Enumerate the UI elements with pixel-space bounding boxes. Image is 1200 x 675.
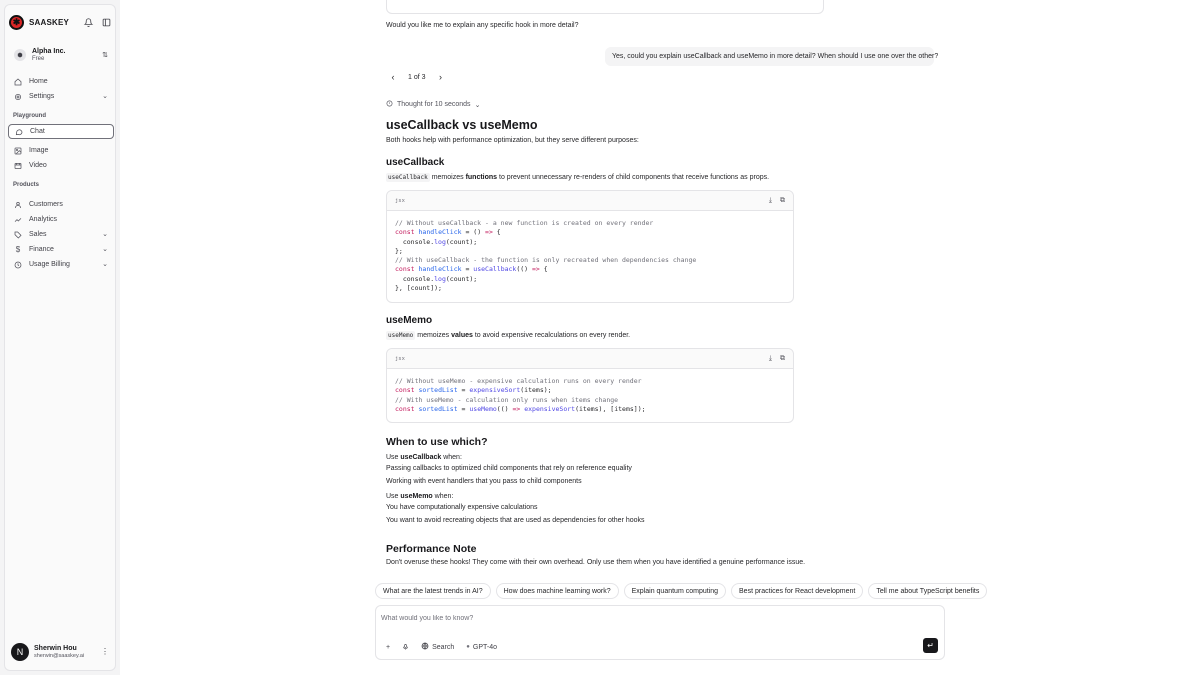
code-block-header [387,349,793,369]
sidebar-item-image[interactable] [8,143,114,158]
desc-text: memoizes [431,174,464,181]
response-pager [388,72,446,82]
chevron-down-icon: ⌄ [102,261,108,268]
sidebar-item-finance[interactable] [8,242,114,257]
sidebar-item-label: Analytics [29,216,58,223]
code-content: // Without useCallback - a new function is created on every render const handleClick = () => { console.log(count); }; // With useCallback - the function is only recreated when dependencies change const handleClick = useCallback(() => { console.log(count); }, [count]); [395,219,697,293]
user-name: Sherwin Hou [34,645,77,652]
use-word: Use [386,454,399,461]
user-profile[interactable] [9,640,113,664]
performance-note-text: Don't overuse these hooks! They come with their own overhead. Only use them when you have identified a genuine performance issue. [386,559,806,566]
sidebar-item-video[interactable] [8,158,114,173]
plus-icon[interactable]: + [386,643,391,651]
when-word: when: [434,493,454,500]
list-item: You want to avoid recreating objects that are used as dependencies for other hooks [386,517,645,524]
suggestion-chips [375,583,980,599]
chat-main [120,0,1200,675]
chevron-down-icon: ⌄ [102,246,108,253]
section-label-products: Products [13,182,40,188]
desc-bold: values [451,332,473,339]
model-icon: ● [466,644,470,650]
section-heading-performance: Performance Note [386,543,477,555]
code-block-usememo [386,348,794,423]
more-vertical-icon[interactable]: ⋮ [101,647,109,656]
search-label: Search [432,643,455,651]
thought-label: Thought for 10 seconds [397,101,471,108]
section-label-playground: Playground [13,113,47,119]
copy-icon[interactable]: ⧉ [780,354,785,362]
inline-code: useCallback [388,174,428,181]
enter-icon: ↵ [927,641,934,650]
desc-text: memoizes [417,332,450,339]
copy-icon[interactable]: ⧉ [780,196,785,204]
term-usecallback: useCallback [400,454,442,461]
when-word: when: [443,454,462,461]
chevrons-updown-icon: ⇅ [102,52,108,59]
inline-code: useMemo [388,332,414,339]
send-button[interactable] [923,638,938,653]
download-icon[interactable]: ⤓ [768,196,772,204]
chevron-left-icon[interactable]: ‹ [391,72,395,82]
code-content: // Without useMemo - expensive calculation runs on every render const sortedList = expensiveSort(items); // With useMemo - calculation only runs when items change const sortedList = useMemo(() => expensiveSort(items), [items]); [395,377,646,413]
list-item: Passing callbacks to optimized child components that rely on reference equality [386,465,632,472]
chevron-down-icon: ⌄ [102,93,108,100]
sidebar-item-sales[interactable] [8,227,114,242]
message-input[interactable] [381,611,921,625]
chevron-down-icon: ⌄ [102,231,108,238]
code-language: jsx [395,355,405,362]
video-icon [14,162,22,170]
code-block-header [387,191,793,211]
org-switcher[interactable] [9,43,113,67]
lightbulb-icon [386,100,393,109]
sidebar-item-label: Image [29,147,49,154]
previous-assistant-message: Would you like me to explain any specific hook in more detail? [386,22,579,29]
sidebar-item-label: Settings [29,93,55,100]
clock-icon [14,261,22,269]
list-item: You have computationally expensive calculations [386,504,538,511]
brand-name: SAASKEY [29,18,70,27]
suggestion-chip[interactable]: What are the latest trends in AI? [375,583,491,599]
brand-logo: ✱ [9,15,24,30]
chat-icon [15,128,23,136]
sidebar-item-chat[interactable] [8,124,114,139]
sidebar-item-label: Home [29,78,48,85]
code-block-usecallback [386,190,794,303]
term-usememo: useMemo [400,493,433,500]
chevron-down-icon: ⌄ [474,101,481,109]
list-item: Working with event handlers that you pass to child components [386,478,582,485]
users-icon [14,201,22,209]
use-word: Use [386,493,399,500]
pager-label: 1 of 3 [408,73,426,81]
user-message-text: Yes, could you explain useCallback and useMemo in more detail? When should I use one over the other? [612,53,939,60]
home-icon [14,78,22,86]
desc-text: to prevent unnecessary re-renders of child components that receive functions as props. [499,174,770,181]
org-plan: Free [32,56,45,62]
usecallback-description [386,174,769,181]
avatar: N [11,643,29,661]
code-language: jsx [395,197,405,204]
section-heading-usecallback: useCallback [386,157,445,168]
sidebar-item-label: Usage Billing [29,261,70,268]
microphone-icon[interactable] [402,643,409,651]
image-icon [14,147,22,155]
sidebar-item-label: Finance [29,246,54,253]
dollar-icon: $ [15,245,21,254]
when-usememo-label [386,493,453,500]
sidebar-item-label: Sales [29,231,47,238]
previous-message-card [386,0,824,14]
desc-bold: functions [465,174,498,181]
bell-icon[interactable] [83,17,94,28]
suggestion-chip[interactable]: Explain quantum computing [624,583,726,599]
org-name: Alpha Inc. [32,48,66,55]
sidebar-item-label: Chat [30,128,45,135]
sidebar-item-home[interactable] [8,74,114,89]
trend-icon [14,216,22,224]
sidebar-item-label: Customers [29,201,63,208]
user-message-bubble [605,47,939,66]
search-toggle[interactable] [421,642,454,652]
org-avatar: ⬢ [14,49,26,61]
thought-toggle[interactable] [386,100,480,109]
message-composer [375,605,945,660]
usememo-description [386,332,630,339]
suggestion-chip[interactable]: Tell me about TypeScript benefits [868,583,987,599]
sidebar [4,4,116,671]
suggestion-chip[interactable]: Best practices for React development [731,583,863,599]
suggestion-chip[interactable]: How does machine learning work? [496,583,619,599]
section-heading-usememo: useMemo [386,315,433,326]
model-selector[interactable] [466,644,497,651]
brand[interactable] [9,15,69,30]
response-intro: Both hooks help with performance optimization, but they serve different purposes: [386,137,639,144]
sidebar-toggle-icon[interactable] [101,17,112,28]
when-usecallback-label [386,454,462,461]
desc-text: to avoid expensive recalculations on every render. [474,332,631,339]
sidebar-item-settings[interactable] [8,89,114,104]
section-heading-when: When to use which? [386,436,488,448]
sidebar-item-label: Video [29,162,47,169]
download-icon[interactable]: ⤓ [768,354,772,362]
gear-icon [14,93,22,101]
sidebar-item-usage-billing[interactable] [8,257,114,272]
model-label: GPT-4o [472,643,498,651]
user-email: sherwin@saaskey.ai [34,653,85,659]
sidebar-item-analytics[interactable] [8,212,114,227]
globe-icon [421,642,429,652]
sidebar-item-customers[interactable] [8,197,114,212]
chevron-right-icon[interactable]: › [439,72,443,82]
tag-icon [14,231,22,239]
response-title: useCallback vs useMemo [386,118,538,132]
